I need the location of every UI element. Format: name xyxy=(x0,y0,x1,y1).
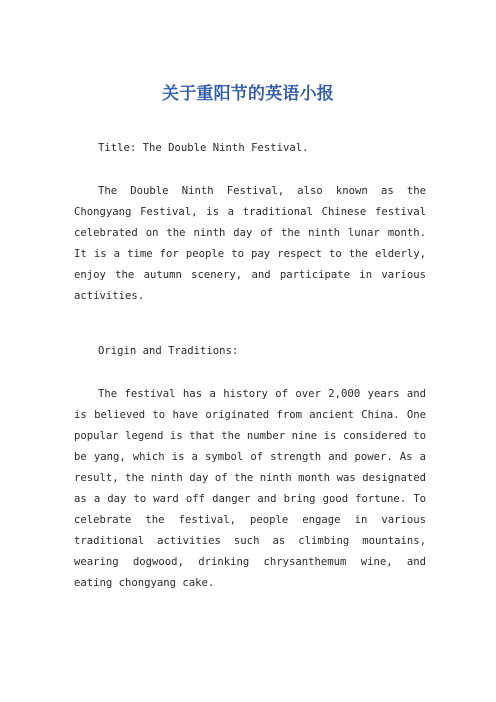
paragraph-title-line: Title: The Double Ninth Festival. xyxy=(98,142,309,154)
paragraph-origin-traditions: The festival has a history of over 2,000 years and is believed to have originated from ancient China. One popular legend is that the number nine is considered to be yang, which is a symbol of strength and power. As a result, the ninth day of the ninth month was designated as a day to ward off danger and bring good fortune. To celebrate the festival, people engage in various traditional activities such as climbing mountains, wearing dogwood, drinking chrysanthemum wine, and eating chongyang cake. xyxy=(74,388,426,589)
section-heading-origin-traditions: Origin and Traditions: xyxy=(98,345,239,357)
paragraph-introduction: The Double Ninth Festival, also known as the Chongyang Festival, is a traditional Chinese festival celebrated on the ninth day of the ninth lunar month. It is a time for people to pay respect to the elderly, enjoy the autumn scenery, and participate in various activities. xyxy=(74,185,426,302)
page-title: 关于重阳节的英语小报 xyxy=(162,84,334,104)
